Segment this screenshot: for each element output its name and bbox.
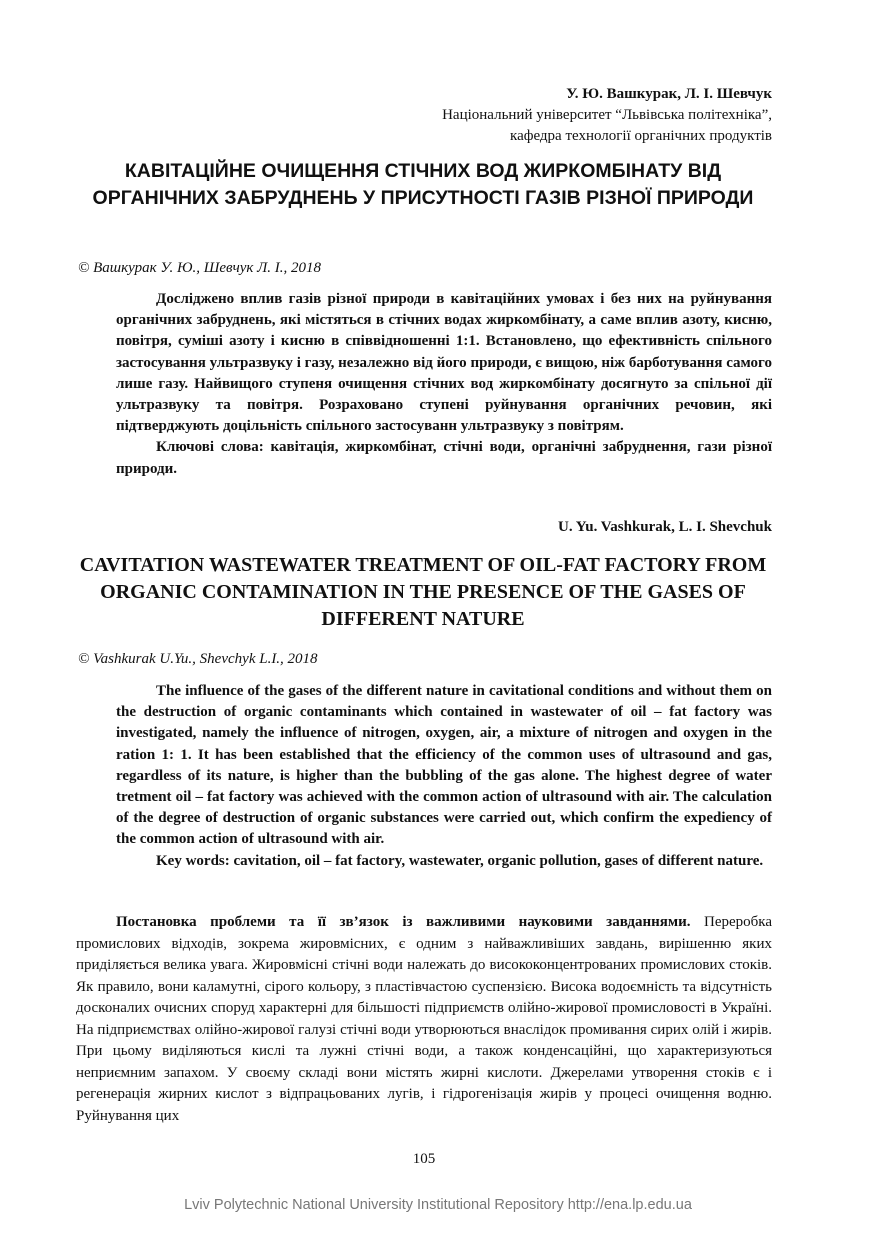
copyright-en: © Vashkurak U.Yu., Shevchyk L.I., 2018 <box>78 651 318 667</box>
abstract-ua: Досліджено вплив газів різної природи в кавітаційних умовах і без них на руйнування органічних забруднень, які містяться в стічних водах жиркомбінату, а саме вплив азоту, кисню, повітря, суміші азоту і кисню в співвідношенні 1:1. Встановлено, що ефективність спільного застосування ультразвуку і газу, незалежно від його природи, є вищою, ніж барботування самого лише газу. Найвищого ступеня очищення стічних вод жиркомбінату досягнуто за спільної дії ультразвуку та повітря. Розраховано ступені руйнування органічних речовин, які підтверджують доцільність спільного застосуванн ультразвуку з повітрям. <box>116 291 772 435</box>
abstract-en-block <box>116 681 772 872</box>
section-heading: Постановка проблеми та її зв’язок із важливими науковими завданнями. <box>116 914 691 930</box>
body-paragraph <box>76 912 772 1127</box>
keywords-ua: Ключові слова: кавітація, жиркомбінат, стічні води, органічні забруднення, гази різної природи. <box>116 439 772 477</box>
authors-ua: У. Ю. Вашкурак, Л. І. Шевчук <box>566 86 772 102</box>
copyright-ua: © Вашкурак У. Ю., Шевчук Л. І., 2018 <box>78 260 322 276</box>
body-section <box>76 912 772 1127</box>
title-en: CAVITATION WASTEWATER TREATMENT OF OIL-FAT FACTORY FROM ORGANIC CONTAMINATION IN THE PRESENCE OF THE GASES OF DIFFERENT NATURE <box>79 554 767 630</box>
repository-footer: Lviv Polytechnic National University Institutional Repository http://ena.lp.edu.ua <box>184 1197 692 1213</box>
abstract-en: The influence of the gases of the different nature in cavitational conditions and without them on the destruction of organic contaminants which contained in wastewater of oil – fat factory was investigated, namely the influence of nitrogen, oxygen, air, a mixture of nitrogen and oxygen in the ration 1: 1. It has been established that the efficiency of the common uses of ultrasound and gas, regardless of its nature, is higher than the bubbling of the gas alone. The highest degree of water tretment oil – fat factory was achieved with the common action of ultrasound with air. The calculation of the degree of destruction of organic substances were carried out, which confirm the expediency of the common action of ultrasound with air. <box>116 683 772 848</box>
title-ua: КАВІТАЦІЙНЕ ОЧИЩЕННЯ СТІЧНИХ ВОД ЖИРКОМБІНАТУ ВІД ОРГАНІЧНИХ ЗАБРУДНЕНЬ У ПРИСУТНОСТІ ГАЗІВ РІЗНОЇ ПРИРОДИ <box>92 160 754 209</box>
affiliation-line2: кафедра технології органічних продуктів <box>510 128 772 144</box>
abstract-ua-block <box>116 289 772 480</box>
keywords-en: Key words: cavitation, oil – fat factory, wastewater, organic pollution, gases of different nature. <box>156 852 764 869</box>
affiliation-line1: Національний університет “Львівська політехніка”, <box>442 107 772 123</box>
page-number: 105 <box>412 1151 436 1167</box>
section-text: Переробка промислових відходів, зокрема жировмісних, є одним з найважливіших завдань, вирішенню яких приділяється велика увага. Жировмісні стічні води належать до висококонцентрованих промислових стоків. Як правило, вони каламутні, сірого кольору, з пластівчастою суспензією. Висока водоємність та відсутність досконалих очисних споруд характерні для більшості підприємств олійно-жирової промисловості в Україні. На підприємствах олійно-жирової галузі стічні води утворюються внаслідок промивання сирих олій і жирів. При цьому виділяються кислі та лужні стічні води, а також конденсаційні, що характеризуються неприємним запахом. У своєму складі вони містять жирні кислоти. Джерелами утворення стоків є і регенерація жирних кислот з відпрацьованих лугів, і гідрогенізація жирів у процесі очищення водню. Руйнування цих <box>76 914 773 1124</box>
authors-en: U. Yu. Vashkurak, L. I. Shevchuk <box>558 519 772 535</box>
